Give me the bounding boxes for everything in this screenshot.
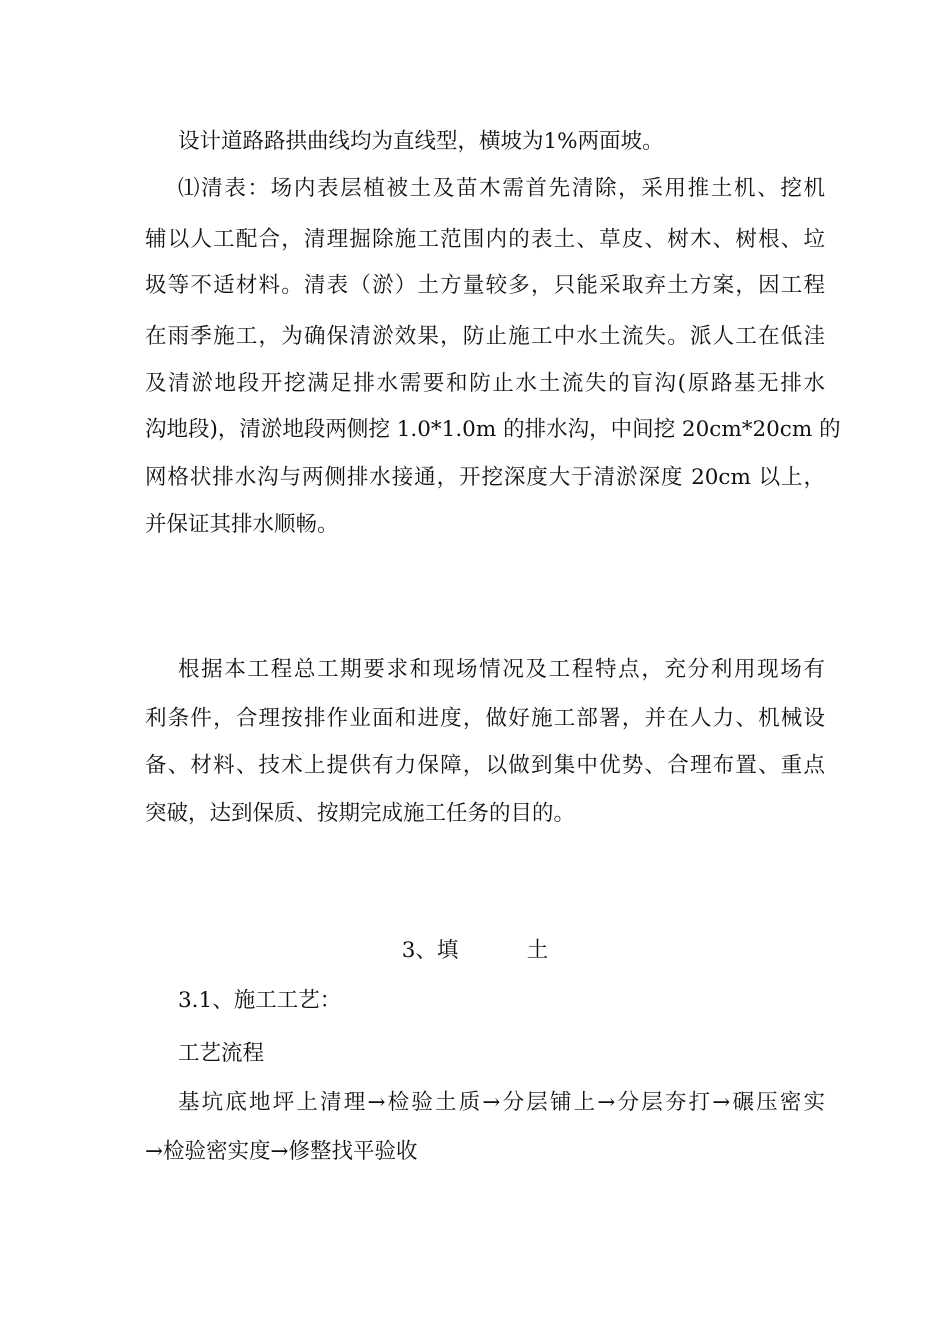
paragraph-road-crown: 设计道路路拱曲线均为直线型，横坡为1%两面坡。: [178, 129, 664, 154]
process-flow-line-1: 基坑底地坪上清理→检验土质→分层铺上→分层夯打→碾压密实: [178, 1090, 825, 1115]
paragraph-clearing-line-6: 沟地段)，清淤地段两侧挖 1.0*1.0m 的排水沟，中间挖 20cm*20cm 的: [145, 417, 841, 442]
paragraph-schedule-line-3: 备、材料、技术上提供有力保障，以做到集中优势、合理布置、重点: [145, 753, 825, 778]
paragraph-clearing-line-3: 圾等不适材料。清表（淤）土方量较多，只能采取弃土方案，因工程: [145, 273, 825, 298]
paragraph-schedule-line-1: 根据本工程总工期要求和现场情况及工程特点，充分利用现场有: [178, 657, 825, 682]
subsection-heading-process: 3.1、施工工艺：: [178, 988, 342, 1013]
section-heading-fill-soil: 3、填 土: [401, 938, 549, 963]
process-flow-line-2: →检验密实度→修整找平验收: [145, 1139, 418, 1164]
paragraph-clearing-line-2: 辅以人工配合，清理掘除施工范围内的表土、草皮、树木、树根、垃: [145, 227, 825, 252]
paragraph-clearing-line-4: 在雨季施工，为确保清淤效果，防止施工中水土流失。派人工在低洼: [145, 324, 825, 349]
paragraph-clearing-line-1: ⑴清表：场内表层植被土及苗木需首先清除，采用推土机、挖机: [178, 176, 825, 201]
paragraph-clearing-line-7: 网格状排水沟与两侧排水接通，开挖深度大于清淤深度 20cm 以上，: [145, 465, 825, 490]
paragraph-clearing-line-8: 并保证其排水顺畅。: [145, 512, 339, 537]
paragraph-schedule-line-4: 突破，达到保质、按期完成施工任务的目的。: [145, 801, 576, 826]
paragraph-clearing-line-5: 及清淤地段开挖满足排水需要和防止水土流失的盲沟(原路基无排水: [145, 371, 825, 396]
process-flow-label: 工艺流程: [178, 1041, 265, 1066]
paragraph-schedule-line-2: 利条件，合理按排作业面和进度，做好施工部署，并在人力、机械设: [145, 706, 825, 731]
